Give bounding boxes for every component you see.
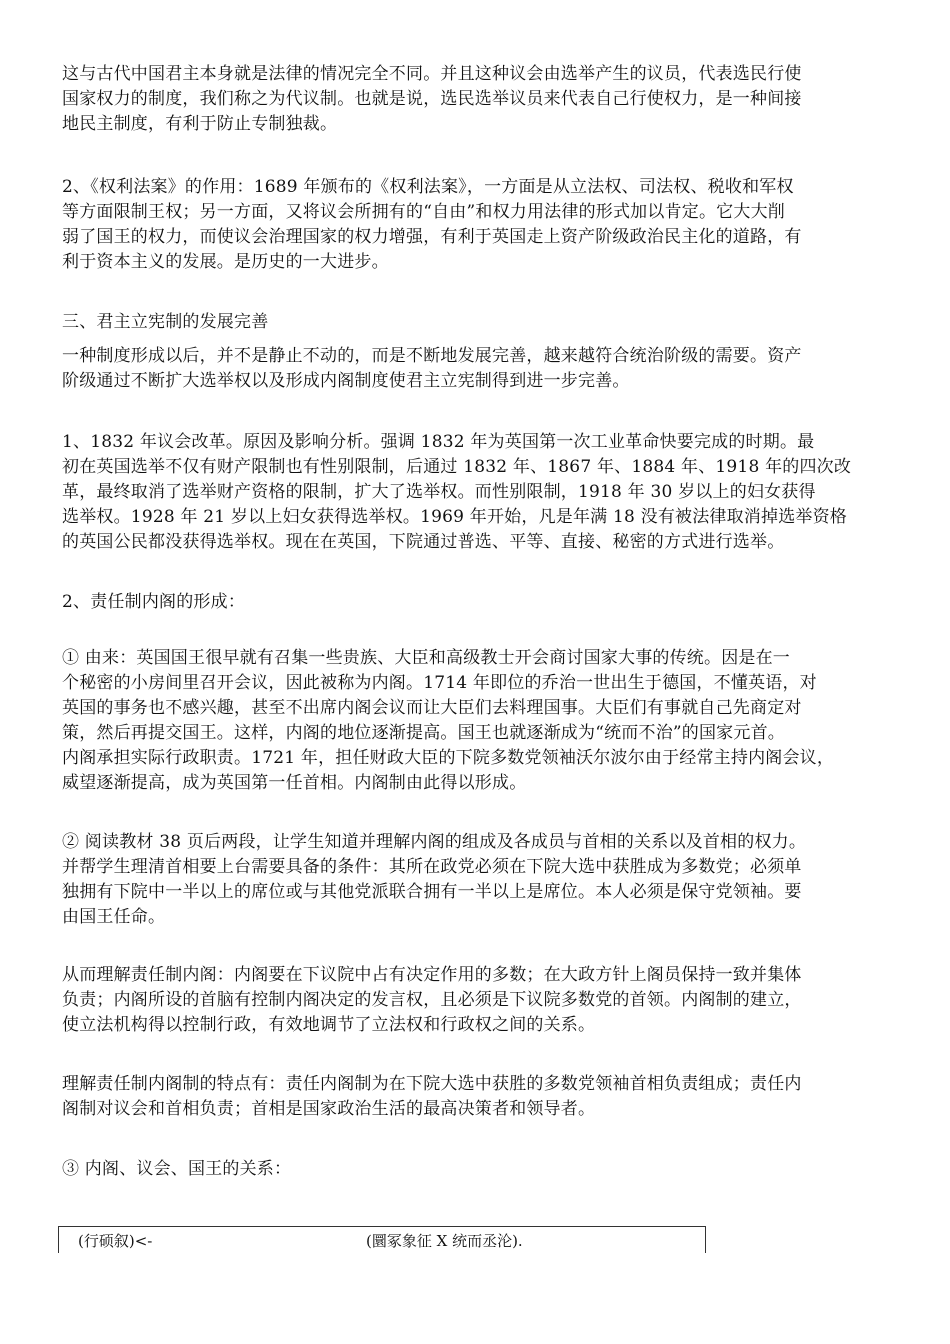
text-line: 威望逐渐提高，成为英国第一任首相。内阁制由此得以形成。	[62, 773, 527, 793]
paragraph-cabinet-origin	[62, 646, 892, 796]
text-line: 初在英国选举不仅有财产限制也有性别限制，后通过 1832 年、1867 年、1884 年、1918 年的四次改	[62, 457, 852, 477]
diagram-left-label: (行硕叙)<-	[78, 1232, 153, 1250]
text-line: 阁制对议会和首相负责；首相是国家政治生活的最高决策者和领导者。	[62, 1099, 596, 1119]
text-line: ③ 内阁、议会、国王的关系：	[62, 1159, 292, 1179]
text-line: 一种制度形成以后，并不是静止不动的，而是不断地发展完善，越来越符合统治阶级的需要。资产	[62, 346, 802, 366]
text-line: ② 阅读教材 38 页后两段，让学生知道并理解内阁的组成及各成员与首相的关系以及首相的权力。	[62, 832, 807, 852]
paragraph-bill-of-rights	[62, 175, 892, 275]
text-line: 使立法机构得以控制行政，有效地调节了立法权和行政权之间的关系。	[62, 1015, 596, 1035]
text-line: 等方面限制王权；另一方面，又将议会所拥有的“自由”和权力用法律的形式加以肯定。它大大削	[62, 202, 785, 222]
text-line: 英国的事务也不感兴趣，甚至不出席内阁会议而让大臣们去料理国事。大臣们有事就自己先商定对	[62, 698, 802, 718]
paragraph-representative-system	[62, 62, 892, 137]
paragraph-cabinet-features	[62, 1072, 892, 1122]
text-line: 1、1832 年议会改革。原因及影响分析。强调 1832 年为英国第一次工业革命快要完成的时期。最	[62, 432, 815, 452]
text-line: 策，然后再提交国王。这样，内阁的地位逐渐提高。国王也就逐渐成为“统而不治”的国家元首。	[62, 723, 785, 743]
text-line: 并帮学生理清首相要上台需要具备的条件：其所在政党必须在下院大选中获胜成为多数党；必须单	[62, 857, 802, 877]
section-heading-text: 三、君主立宪制的发展完善	[62, 312, 269, 332]
text-line: 国家权力的制度，我们称之为代议制。也就是说，选民选举议员来代表自己行使权力，是一种间接	[62, 89, 802, 109]
paragraph-development-intro	[62, 344, 892, 394]
text-line: 2、《权利法案》的作用：1689 年颁布的《权利法案》，一方面是从立法权、司法权、税收和军权	[62, 177, 794, 197]
subheading-text: 2、责任制内阁的形成：	[62, 592, 246, 612]
paragraph-textbook-reading	[62, 830, 892, 930]
paragraph-responsible-cabinet	[62, 963, 892, 1038]
section-heading-3	[62, 310, 892, 335]
text-line: 理解责任制内阁制的特点有：责任内阁制为在下院大选中获胜的多数党领袖首相负责组成；责任内	[62, 1074, 802, 1094]
text-line: 独拥有下院中一半以上的席位或与其他党派联合拥有一半以上是席位。本人必须是保守党领袖。要	[62, 882, 802, 902]
text-line: 阶级通过不断扩大选举权以及形成内阁制度使君主立宪制得到进一步完善。	[62, 371, 630, 391]
text-line: 负责；内阁所设的首脑有控制内阁决定的发言权，且必须是下议院多数党的首领。内阁制的建立，	[62, 990, 802, 1010]
text-line: 个秘密的小房间里召开会议，因此被称为内阁。1714 年即位的乔治一世出生于德国，不懂英语，对	[62, 673, 817, 693]
text-line: 地民主制度，有利于防止专制独裁。	[62, 114, 338, 134]
text-line: 这与古代中国君主本身就是法律的情况完全不同。并且这种议会由选举产生的议员，代表选民行使	[62, 64, 802, 84]
text-line: 选举权。1928 年 21 岁以上妇女获得选举权。1969 年开始，凡是年满 18 没有被法律取消掉选举资格	[62, 507, 848, 527]
diagram-right-label: (圜冢象征 X 统而丞沦).	[366, 1232, 523, 1250]
text-line: 由国王任命。	[62, 907, 166, 927]
subheading-cabinet-formation	[62, 590, 892, 615]
text-line: 从而理解责任制内阁：内阁要在下议院中占有决定作用的多数；在大政方针上阁员保持一致并集体	[62, 965, 802, 985]
text-line: 革，最终取消了选举财产资格的限制，扩大了选举权。而性别限制，1918 年 30 岁以上的妇女获得	[62, 482, 816, 502]
paragraph-1832-reform	[62, 430, 892, 555]
paragraph-relationship-heading	[62, 1157, 892, 1182]
text-line: 利于资本主义的发展。是历史的一大进步。	[62, 252, 389, 272]
text-line: 内阁承担实际行政职责。1721 年，担任财政大臣的下院多数党领袖沃尔波尔由于经常主持内阁会议，	[62, 748, 835, 768]
text-line: 的英国公民都没获得选举权。现在在英国，下院通过普选、平等、直接、秘密的方式进行选举。	[62, 532, 785, 552]
text-line: 弱了国王的权力，而使议会治理国家的权力增强，有利于英国走上资产阶级政治民主化的道路，有	[62, 227, 802, 247]
text-line: ① 由来：英国国王很早就有召集一些贵族、大臣和高级教士开会商讨国家大事的传统。因是在一	[62, 648, 791, 668]
